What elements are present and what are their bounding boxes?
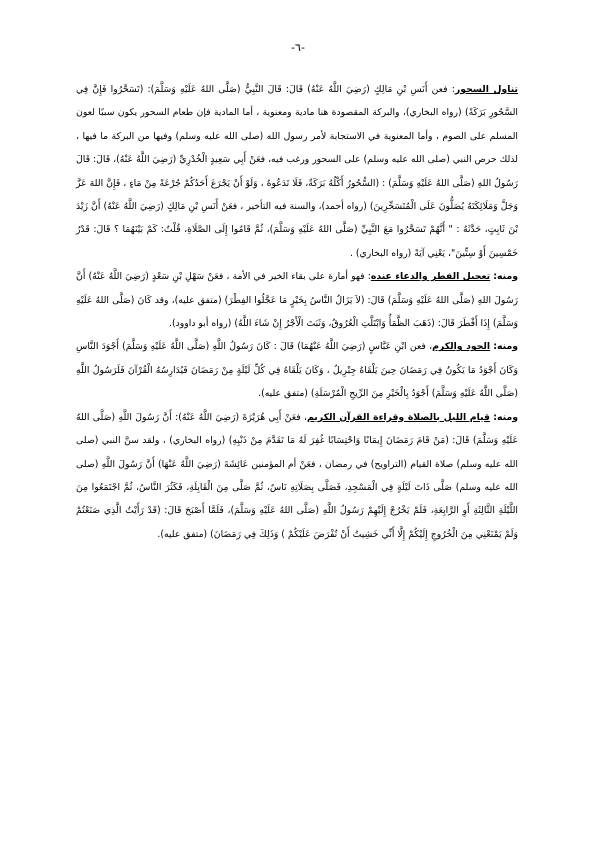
section-heading-iftar: تعجيل الفطر والدعاء عنده	[370, 271, 491, 283]
paragraph-text-night-prayer: ، فعَنْ أَبِي هُرَيْرَةَ (رَضِيَ اللَّهُ عَنْهُ): أَنَّ رَسُولَ اللَّهِ (صَلَّى اللهُ عَلَيْهِ وَسَلَّمَ) قَالَ: (مَنْ قَامَ رَمَضَانَ إِيمَانًا وَاحْتِسَابًا غُفِرَ لَهُ مَا تَقَدَّمَ مِنْ ذَنْبِهِ) (رواه البخاري) ، ولقد سنَّ النبي (صلى الله عليه وسلم) صلاة القيام (التراويح) في رمضان ، فعَنْ أم المؤمنين عَائِشَةَ (رَضِيَ اللَّهُ عَنْهَا) أَنَّ رَسُولَ اللَّهِ (صلى الله عليه وسلم) صَلَّى ذَاتَ لَيْلَةٍ فِي الْمَسْجِدِ، فَصَلَّى بِصَلَاتِهِ نَاسٌ، ثُمَّ صَلَّى مِنَ الْقَابِلَةِ، فَكَثُرَ النَّاسُ، ثُمَّ اجْتَمَعُوا مِنَ اللَّيْلَةِ الثَّالِثَةِ أَوِ الرَّابِعَةِ، فَلَمْ يَخْرُجْ إِلَيْهِمْ رَسُولُ اللَّهِ (صَلَّى اللهُ عَلَيْهِ وَسَلَّمَ)، فَلَمَّا أَصْبَحَ قَالَ: (قَدْ رَأَيْتُ الَّذِي صَنَعْتُمْ وَلَمْ يَمْنَعْنِي مِنَ الْخُرُوجِ إِلَيْكُمْ إِلَّا أَنِّي خَشِيتُ أَنْ تُفْرَضَ عَلَيْكُمْ ) وَذَلِكَ فِي رَمَضَانَ) (متفق عليه).	[76, 411, 518, 540]
paragraph-lead-night-prayer: ومنه:	[493, 411, 518, 423]
paragraph-text-iftar: : فهو أمارة على بقاء الخير في الأمة ، فعَنْ سَهْلِ بْنِ سَعْدٍ (رَضِيَ اللَّهُ عَنْهُ) أَنَّ رَسُولَ اللهِ (صَلَّى اللهُ عَلَيْهِ وَسَلَّمَ) قَالَ: (لاَ يَزَالُ النَّاسُ بِخَيْرٍ مَا عَجَّلُوا الفِطْرَ) (متفق عليه)، وقد كَانَ (صَلَّى اللهُ عَلَيْهِ وَسَلَّمَ) إِذَا أَفْطَرَ قَالَ: (ذَهَبَ الظَّمَأُ وَابْتَلَّتِ الْعُرُوقُ، وَثَبَتَ الْأَجْرُ إِنْ شَاءَ اللَّهُ) (رواه أبو داوود).	[76, 271, 518, 330]
section-heading-night-prayer: قيام الليل بالصلاة وقراءة القرآن الكريم	[307, 411, 490, 423]
document-body	[76, 78, 518, 546]
page-number: -٦-	[291, 41, 305, 54]
paragraph-night-prayer	[76, 406, 518, 546]
paragraph-lead-iftar: ومنه:	[493, 271, 518, 283]
paragraph-suhoor	[76, 78, 518, 265]
section-heading-suhoor: تناول السحور	[454, 84, 518, 95]
paragraph-iftar	[76, 265, 518, 335]
section-heading-generosity: الجود والكرم	[432, 341, 491, 353]
paragraph-lead-generosity: ومنه:	[493, 341, 518, 353]
paragraph-text-suhoor: : فعن أَنَسِ بْنِ مَالِكٍ (رَضِيَ اللَّهُ عَنْهُ) قَالَ: قَالَ النَّبِيُّ (صَلَّى اللهُ عَلَيْهِ وَسَلَّمَ): (تَسَحَّرُوا فَإِنَّ فِي السَّحُورِ بَرَكَةً) (رواه البخاري)، والبركة المقصودة هنا مادية ومعنوية ، أما المادية فإن طعام السحور يكون سببًا لعون المسلم على الصوم ، وأما المعنوية في الاستجابة لأمر رسول الله (صلى الله عليه وسلم) وفيها من البركة ما فيها ، لذلك حرص النبي (صلى الله عليه وسلم) على السحور ورغب فيه، فعَنْ أَبِي سَعِيدٍ الْخُدْرِيِّ (رَضِيَ اللَّهُ عَنْهُ)، قَالَ: قَالَ رَسُولُ اللهِ (صَلَّى اللهُ عَلَيْهِ وَسَلَّمَ) : (السُّحُورُ أَكْلُهُ بَرَكَةٌ، فَلَا تَدَعُوهُ ، وَلَوْ أَنْ يَجْرَعَ أَحَدُكُمْ جُرْعَةً مِنْ مَاءٍ ، فَإِنَّ اللهَ عَزَّ وَجَلَّ وَمَلَائِكَتَهُ يُصَلُّونَ عَلَى الْمُتَسَحِّرِينَ) (رواه أحمد)، والسنة فيه التأخير ، فعَنْ أَنَسِ بْنِ مَالِكٍ (رَضِيَ اللَّهُ عَنْهُ) أَنَّ زَيْدَ بْنَ ثَابِتٍ، حَدَّثَهُ : " أَنَّهُمْ تَسَحَّرُوا مَعَ النَّبِيِّ (صَلَّى اللهُ عَلَيْهِ وَسَلَّمَ)، ثُمَّ قَامُوا إِلَى الصَّلَاةِ، قُلْتُ: كَمْ بَيْنَهُمَا ؟ قَالَ: قَدْرُ خَمْسِينَ أَوْ سِتِّينَ"، يَعْنِي آيَةً (رواه البخاري) .	[76, 84, 518, 259]
paragraph-generosity	[76, 335, 518, 405]
paragraph-text-generosity: ، فعن ابْنِ عَبَّاسٍ (رَضِيَ اللَّهُ عَنْهُمَا) قَالَ : كَانَ رَسُولُ اللَّهِ (صَلَّى اللَّهُ عَلَيْهِ وَسَلَّمَ) أَجْوَدَ النَّاسِ وَكَانَ أَجْوَدُ مَا يَكُونُ فِي رَمَضَانَ حِينَ يَلْقَاهُ جِبْرِيلُ ، وَكَانَ يَلْقَاهُ فِي كُلِّ لَيْلَةٍ مِنْ رَمَضَانَ فَيُدَارِسُهُ الْقُرْآنَ فَلَرَسُولُ اللَّهِ (صَلَّى اللَّهُ عَلَيْهِ وَسَلَّمَ) أَجْوَدُ بِالْخَيْرِ مِنَ الرِّيحِ الْمُرْسَلَةِ) (متفق عليه).	[76, 341, 518, 400]
